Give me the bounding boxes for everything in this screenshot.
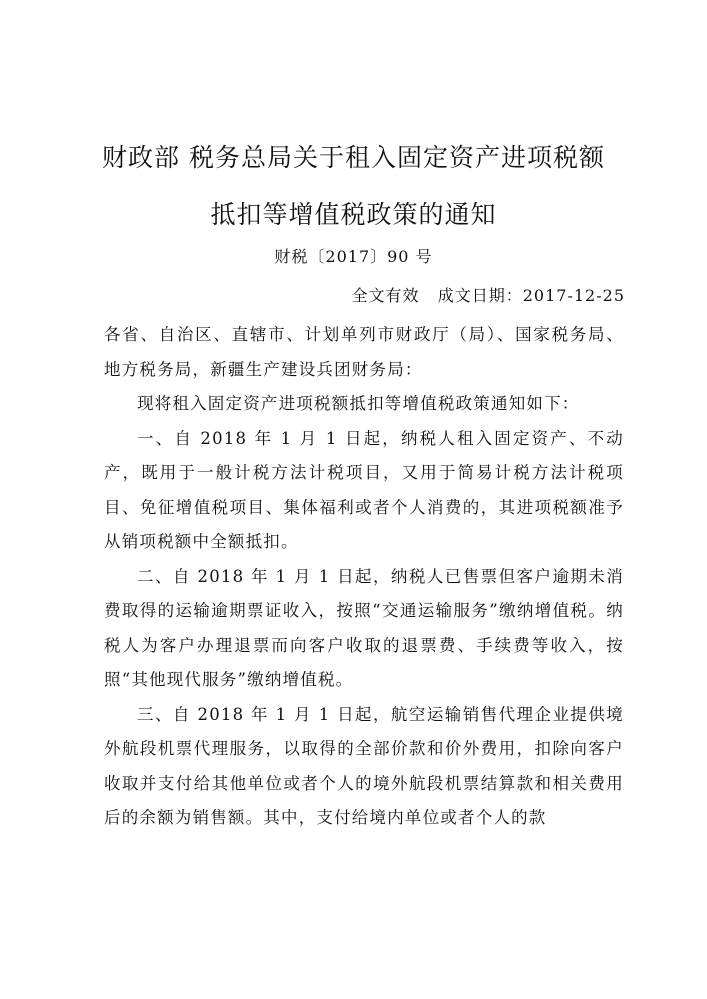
- document-title-line-2: 抵扣等增值税政策的通知: [210, 200, 497, 229]
- addressee: 各省、自治区、直辖市、计划单列市财政厅（局）、国家税务局、地方税务局，新疆生产建设兵团财务局：: [104, 325, 624, 379]
- document-title-line-1: 财政部 税务总局关于租入固定资产进项税额: [102, 143, 605, 172]
- document-body: [104, 318, 624, 836]
- document-number: 财税〔2017〕90 号: [274, 247, 433, 266]
- paragraph-3: 三、自 2018 年 1 月 1 日起，航空运输销售代理企业提供境外航段机票代理服务，以取得的全部价款和价外费用，扣除向客户收取并支付给其他单位或者个人的境外航段机票结算款和相关费用后的余额为销售额。其中，支付给境内单位或者个人的款: [104, 704, 624, 827]
- paragraph-1: 一、自 2018 年 1 月 1 日起，纳税人租入固定资产、不动产，既用于一般计税方法计税项目，又用于简易计税方法计税项目、免征增值税项目、集体福利或者个人消费的，其进项税额准予从销项税额中全额抵扣。: [104, 428, 624, 551]
- paragraph-2: 二、自 2018 年 1 月 1 日起，纳税人已售票但客户逾期未消费取得的运输逾期票证收入，按照“交通运输服务”缴纳增值税。纳税人为客户办理退票而向客户收取的退票费、手续费等收入，按照“其他现代服务”缴纳增值税。: [104, 566, 624, 689]
- paragraph-intro: 现将租入固定资产进项税额抵扣等增值税政策通知如下：: [137, 394, 580, 413]
- document-status-date: 全文有效 成文日期：2017-12-25: [351, 286, 625, 305]
